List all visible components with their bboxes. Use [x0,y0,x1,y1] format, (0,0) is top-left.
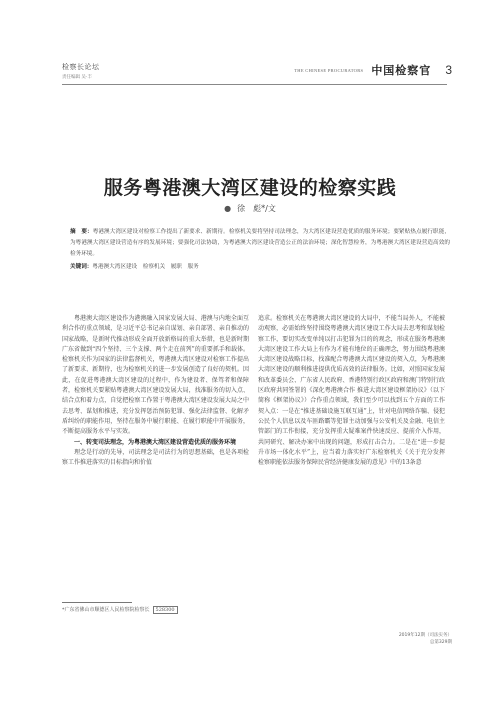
body-column-right [258,314,445,468]
section-heading: 一、转变司法理念，为粤港澳大湾区建设营造优质的服务环境 [74,438,237,446]
footnote-text: *广东省佛山市顺德区人民检察院检察长 [62,607,150,613]
journal-english-name: THE CHINESE PROCURATORS [294,67,364,73]
header-column [62,62,100,80]
journal-logo: 中国检察官 [371,64,432,77]
issue-info [399,632,452,646]
header-divider [62,84,447,85]
issue-line: 2019年12期（司法实务） [398,633,452,638]
bullet-icon: ● [224,204,232,213]
footnote [62,606,178,613]
footnote-divider [62,602,132,603]
page-number: 3 [445,63,452,77]
author-name: 徐 彪*/文 [237,204,276,213]
header-journal [294,62,452,78]
keywords-text: 粤港澳大湾区建设 检察机关 履职 服务 [92,264,199,270]
issue-total: 总第329期 [429,640,452,645]
abstract [70,227,450,260]
postal-code: 528300 [153,606,178,614]
body-paragraph: 粤港澳大湾区建设作为港澳融入国家发展大局、港澳与内地全面互利合作的重点领域，是习近平总书记亲自谋划、亲自部署、亲自推动的国家战略，是新时代推动形成全面开放新格局的重大举措，也是新时期广东省做到“四个坚持、三个支撑、两个走在前列”的重要抓手和载体。检察机关作为国家的法律监督机关，粤港澳大湾区建设对检察工作提出了新要求、新期待，也为检察机关的进一步发展创造了良好的契机。因此，在促进粤港澳大湾区建设的过程中，作为建设者、保驾者和保障者，检察机关要紧贴粤港澳大湾区建设发展大局，找准服务的切入点、结合点和着力点，自觉把检察工作置于粤港澳大湾区建设发展大局之中去思考、谋划和推进，充分发挥惩治预防犯罪、强化法律监督、化解矛盾纠纷的职能作用，坚持在服务中履行职能、在履行职能中开展服务，不断提高服务水平与实效。 [62,315,249,436]
keywords [70,262,450,270]
body-column-left [62,314,249,468]
abstract-label: 摘 要： [70,229,93,235]
body-paragraph: 理念是行动的先导，司法理念是司法行为的思想基础，也是各项检察工作推进落实的目标指向和价值 [62,448,249,467]
keywords-label: 关键词： [70,264,93,270]
abstract-text: 粤港澳大湾区建设对检察工作提出了新要求、新期待。检察机关要将坚持司法理念，为大湾区建设营造优质的服务环境；要紧贴热点履行职能，为粤港澳大湾区建设营造有序的发展环境；要强化司法协助，为粤港澳大湾区建设营造公正的法治环境；深化智慧检务，为粤港澳大湾区建设营造高效的检务环境。 [70,229,450,257]
editor-line: 责任编辑 吴·丰 [62,75,92,80]
body-paragraph: 追求。检察机关在粤港澳大湾区建设的大局中，不能当局外人，不能被动观察，必需始终坚持围绕粤港澳大湾区建设工作大局去思考和谋划检察工作，要切实改变单纯以打击犯罪为目的的观念，形成在服务粤港澳大湾区建设工作大局上有作为才能有地位的正确理念，努力围绕粤港澳大湾区建设战略目标，找准配合粤港澳大湾区建设的契入点，为粤港澳大湾区建设的顺利推进提供优质高效的法律服务。比如，对照国家发展和改革委员会、广东省人民政府、香港特别行政区政府和澳门特别行政区政府共同签署的《深化粤港澳合作 推进大湾区建设框架协议》（以下简称《框架协议》）合作重点领域，我们至少可以找到五个方面的工作契入点：一是在“推进基础设施互联互通”上，针对电信网络诈骗、侵犯公民个人信息以及车匪路霸等犯罪主动加强与公安机关及金融、电信主管部门的工作衔接，充分发挥重大疑难案件快速反应、提前介入作用，共同研究、解决办案中出现的问题，形成打击合力。二是在“进一步提升市场一体化水平”上，应当着力落实好广东检察机关《关于充分发挥检察职能依法服务保障民营经济健康发展的意见》中的13条意 [258,315,445,467]
article-title: 服务粤港澳大湾区建设的检察实践 [103,177,397,199]
article-author [0,203,500,214]
column-name: 检察长论坛 [62,63,100,71]
